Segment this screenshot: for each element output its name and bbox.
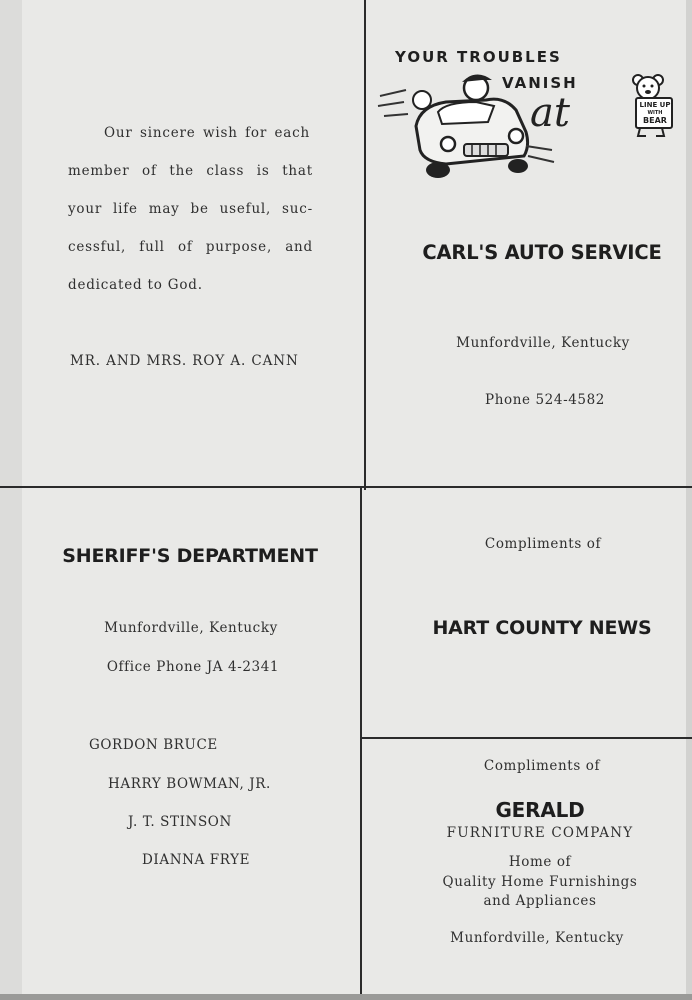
gerald-subtitle: FURNITURE COMPANY [446,825,634,841]
bear-sign-line-3: BEAR [643,116,667,125]
wish-line-4: cessful, full of purpose, and [68,239,313,255]
vertical-divider-bottom [360,488,362,994]
wish-line-1: Our sincere wish for each [104,125,310,141]
gerald-tagline-3: and Appliances [483,893,597,909]
bear-sign-line-2: WITH [647,110,663,116]
slogan-at: at [530,90,570,136]
wish-line-5: dedicated to God. [68,277,203,293]
bear-sign-line-1: LINE UP [639,101,671,109]
gerald-name: GERALD [495,798,585,822]
slogan-line-1: YOUR TROUBLES [395,48,562,66]
sheriff-name-2: HARRY BOWMAN, JR. [108,776,271,792]
gerald-tagline-1: Home of [508,854,572,870]
page-right-edge [686,0,692,1000]
sheriff-city: Munfordville, Kentucky [104,620,278,636]
gerald-compliments: Compliments of [483,758,601,774]
carls-name: CARL'S AUTO SERVICE [422,241,662,264]
hart-news-name: HART COUNTY NEWS [432,617,652,639]
carls-city: Munfordville, Kentucky [456,335,630,351]
sheriff-name-3: J. T. STINSON [128,814,232,830]
page-bottom-edge [0,994,692,1000]
wish-line-3: your life may be useful, suc- [68,201,313,217]
sheriff-title: SHERIFF'S DEPARTMENT [62,545,318,567]
slogan-line-2: VANISH [502,74,578,92]
wish-signature: MR. AND MRS. ROY A. CANN [70,353,299,369]
carls-phone: Phone 524-4582 [485,392,605,408]
sheriff-name-1: GORDON BRUCE [89,737,218,753]
horizontal-divider-right [362,737,692,739]
sheriff-name-4: DIANNA FRYE [142,852,251,868]
page-edge [0,0,22,1000]
gerald-tagline-2: Quality Home Furnishings [442,874,638,890]
hart-news-compliments: Compliments of [484,536,602,552]
sheriff-phone: Office Phone JA 4-2341 [106,659,280,675]
wish-line-2: member of the class is that [68,163,313,179]
gerald-city: Munfordville, Kentucky [450,930,624,946]
horizontal-divider-middle [0,486,692,488]
